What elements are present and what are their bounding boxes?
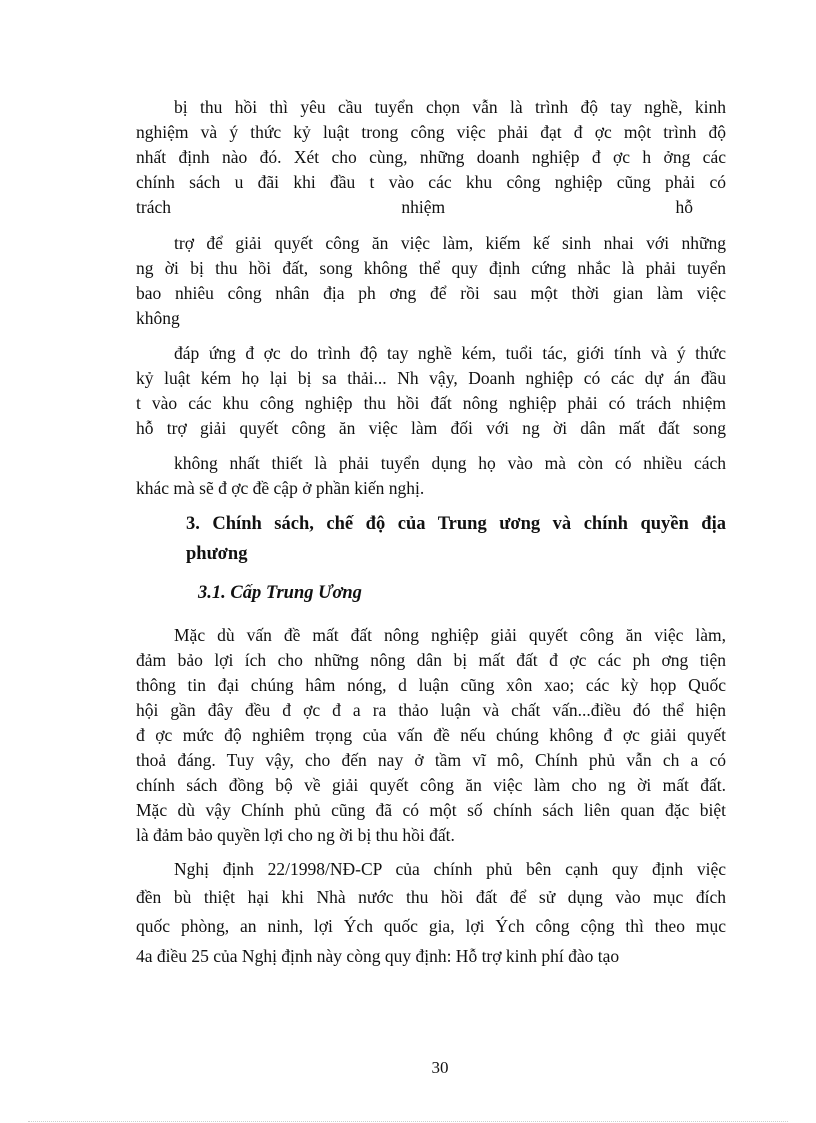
- text-line: chính sách đồng bộ về giải quyết công ăn việc làm cho ng ời mất đất.: [136, 775, 726, 795]
- text-line: trách nhiệm hỗ: [136, 197, 693, 217]
- text-line: 4a điều 25 của Nghị định này còng quy định: Hỗ trợ kinh phí đào tạo: [136, 946, 620, 966]
- section-heading: 3. Chính sách, chế độ của Trung ương và chính quyền địa: [186, 514, 726, 534]
- text-line: Mặc dù vấn đề mất đất nông nghiệp giải quyết công ăn việc làm,: [174, 625, 726, 645]
- text-line: hội gần đây đều đ ợc đ a ra thảo luận và chất vấn...điều đó thể hiện: [136, 700, 726, 720]
- text-line: đảm bảo lợi ích cho những nông dân bị mất đất đ ợc các ph ơng tiện: [136, 650, 726, 670]
- section-heading-continued: phương: [186, 544, 248, 564]
- text-line: thông tin đại chúng hâm nóng, d luận cũng xôn xao; các kỳ họp Quốc: [136, 675, 726, 695]
- page-bottom-divider: [28, 1121, 788, 1122]
- text-line: không nhất thiết là phải tuyển dụng họ vào mà còn có nhiều cách: [174, 453, 726, 473]
- text-line: khác mà sẽ đ ợc đề cập ở phần kiến nghị.: [136, 478, 425, 498]
- text-line: Mặc dù vậy Chính phủ cũng đã có một số chính sách liên quan đặc biệt: [136, 800, 726, 820]
- text-line: t vào các khu công nghiệp thu hồi đất nông nghiệp phải có trách nhiệm: [136, 393, 726, 413]
- text-line: bao nhiêu công nhân địa ph ơng để rồi sau một thời gian làm việc: [136, 283, 726, 303]
- text-line: là đảm bảo quyền lợi cho ng ời bị thu hồi đất.: [136, 825, 455, 845]
- text-line: thoả đáng. Tuy vậy, cho đến nay ở tầm vĩ mô, Chính phủ vẫn ch a có: [136, 750, 726, 770]
- page-number: 30: [431, 1058, 449, 1077]
- text-line: bị thu hồi thì yêu cầu tuyển chọn vẫn là trình độ tay nghề, kinh: [174, 97, 726, 117]
- subsection-heading: 3.1. Cấp Trung Ương: [198, 583, 362, 603]
- text-line: kỷ luật kém họ lại bị sa thải... Nh vậy, Doanh nghiệp có các dự án đầu: [136, 368, 726, 388]
- text-line: nghiệm và ý thức kỷ luật trong công việc phải đạt đ ợc một trình độ: [136, 122, 726, 142]
- text-line: hỗ trợ giải quyết công ăn việc làm đối với ng ời dân mất đất song: [136, 418, 726, 438]
- text-line: không: [136, 308, 180, 328]
- text-line: chính sách u đãi khi đầu t vào các khu công nghiệp cũng phải có: [136, 172, 726, 192]
- text-line: quốc phòng, an ninh, lợi Ých quốc gia, lợi Ých công cộng thì theo mục: [136, 916, 726, 936]
- text-line: đáp ứng đ ợc do trình độ tay nghề kém, tuổi tác, giới tính và ý thức: [174, 343, 726, 363]
- text-line: đền bù thiệt hại khi Nhà nước thu hồi đất để sử dụng vào mục đích: [136, 887, 726, 907]
- text-line: trợ để giải quyết công ăn việc làm, kiếm kế sinh nhai với những: [174, 233, 726, 253]
- text-line: ng ời bị thu hồi đất, song không thể quy định cứng nhắc là phải tuyển: [136, 258, 726, 278]
- text-line: nhất định nào đó. Xét cho cùng, những doanh nghiệp đ ợc h ởng các: [136, 147, 726, 167]
- text-line: Nghị định 22/1998/NĐ-CP của chính phủ bên cạnh quy định việc: [174, 859, 726, 879]
- text-line: đ ợc mức độ nghiêm trọng của vấn đề nếu chúng không đ ợc giải quyết: [136, 725, 726, 745]
